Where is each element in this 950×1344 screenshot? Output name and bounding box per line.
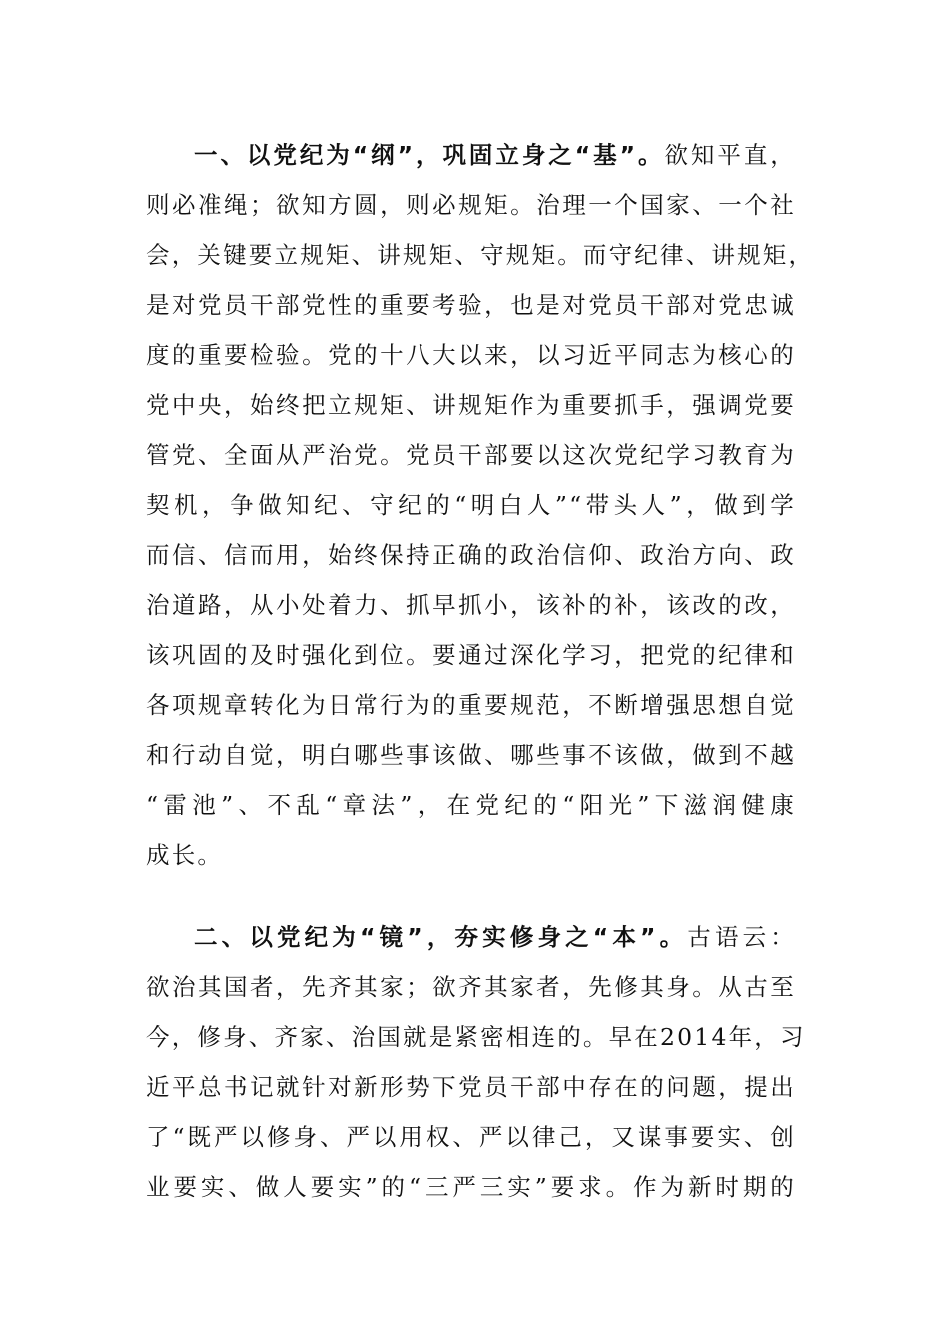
paragraph-line: 和行动自觉，明白哪些事该做、哪些事不该做，做到不越 <box>146 741 796 769</box>
paragraph-line: 契机，争做知纪、守纪的“明白人”“带头人”，做到学 <box>146 491 796 519</box>
paragraph-line: 度的重要检验。党的十八大以来，以习近平同志为核心的 <box>146 341 796 369</box>
section-1-line-1 <box>194 135 796 175</box>
paragraph-text: 古语云： <box>687 923 796 951</box>
paragraph-line: 治道路，从小处着力、抓早抓小，该补的补，该改的改， <box>146 591 796 619</box>
paragraph-line: 是对党员干部党性的重要考验，也是对党员干部对党忠诚 <box>146 291 796 319</box>
paragraph-line: 成长。 <box>146 841 224 869</box>
paragraph-line: 而信、信而用，始终保持正确的政治信仰、政治方向、政 <box>146 541 796 569</box>
paragraph-line: 会，关键要立规矩、讲规矩、守规矩。而守纪律、讲规矩， <box>146 241 815 269</box>
paragraph-text: 欲知平直， <box>664 141 796 169</box>
paragraph-line: 管党、全面从严治党。党员干部要以这次党纪学习教育为 <box>146 441 796 469</box>
section-1-heading: 一、以党纪为“纲”，巩固立身之“基”。 <box>194 141 665 169</box>
paragraph-line: 欲治其国者，先齐其家；欲齐其家者，先修其身。从古至 <box>146 973 796 1001</box>
paragraph-line: 了“既严以修身、严以用权、严以律己，又谋事要实、创 <box>146 1123 796 1151</box>
paragraph-line: “雷池”、不乱“章法”，在党纪的“阳光”下滋润健康 <box>146 791 796 819</box>
paragraph-line: 则必准绳；欲知方圆，则必规矩。治理一个国家、一个社 <box>146 191 796 219</box>
paragraph-line: 今，修身、齐家、治国就是紧密相连的。早在2014年，习 <box>146 1023 806 1051</box>
paragraph-line: 业要实、做人要实”的“三严三实”要求。作为新时期的 <box>146 1173 796 1201</box>
section-2-line-1 <box>194 917 796 957</box>
paragraph-line: 党中央，始终把立规矩、讲规矩作为重要抓手，强调党要 <box>146 391 796 419</box>
paragraph-line: 该巩固的及时强化到位。要通过深化学习，把党的纪律和 <box>146 641 796 669</box>
section-2-heading: 二、以党纪为“镜”，夯实修身之“本”。 <box>194 923 688 951</box>
paragraph-line: 近平总书记就针对新形势下党员干部中存在的问题，提出 <box>146 1073 796 1101</box>
paragraph-line: 各项规章转化为日常行为的重要规范，不断增强思想自觉 <box>146 691 796 719</box>
